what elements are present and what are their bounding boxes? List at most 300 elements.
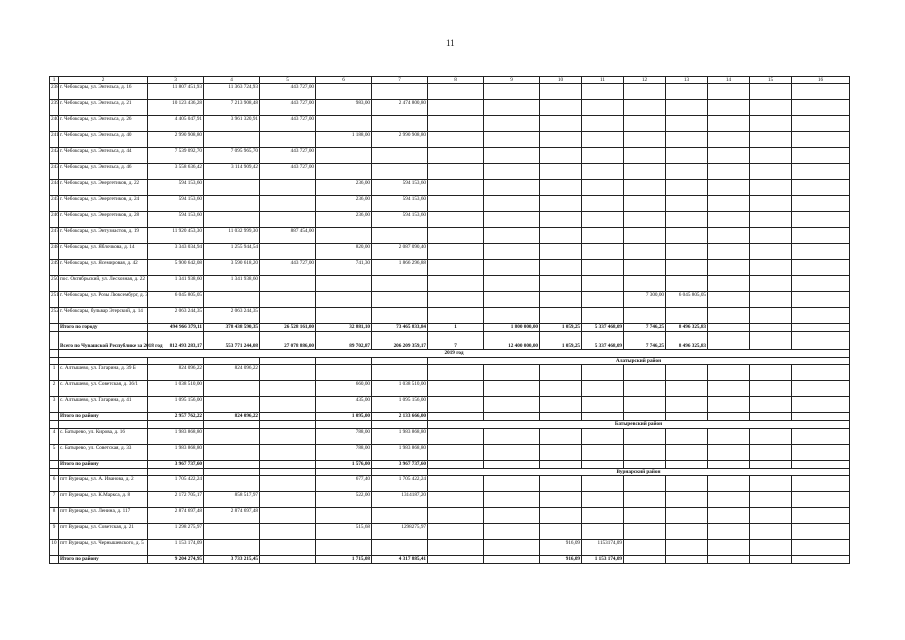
value-cell-14: [708, 556, 750, 564]
value-cell-6: [316, 292, 372, 308]
value-cell-11: [582, 508, 624, 524]
value-cell-14: [708, 365, 750, 381]
value-cell-9: [484, 397, 540, 413]
value-cell-9: [484, 132, 540, 148]
value-cell-10: [540, 244, 582, 260]
table-cell: [372, 421, 428, 428]
value-cell-4: 378 438 590,35: [204, 324, 260, 332]
value-cell-10: [540, 413, 582, 421]
value-cell-5: [260, 413, 316, 421]
total-cost-cell: 7 539 092,70: [148, 148, 204, 164]
value-cell-4: 7 213 908,48: [204, 100, 260, 116]
total-cost-cell: 494 966 379,11: [148, 324, 204, 332]
value-cell-4: 3 733 215,45: [204, 556, 260, 564]
total-cost-cell: 1 341 938,60: [148, 276, 204, 292]
value-cell-15: [750, 308, 792, 324]
value-cell-4: [204, 476, 260, 492]
value-cell-12: [624, 397, 666, 413]
value-cell-12: 7 746,25: [624, 324, 666, 332]
address-cell: пгт Вурнары, ул. Советская, д. 21: [59, 524, 148, 540]
value-cell-16: [792, 413, 850, 421]
value-cell-16: [792, 444, 850, 460]
value-cell-6: 660,00: [316, 381, 372, 397]
value-cell-4: [204, 524, 260, 540]
value-cell-8: [428, 308, 484, 324]
value-cell-12: [624, 492, 666, 508]
total-cost-cell: 3 343 034,94: [148, 244, 204, 260]
row-number-cell: [50, 460, 59, 468]
value-cell-10: [540, 84, 582, 100]
value-cell-11: [582, 524, 624, 540]
value-cell-6: 741,30: [316, 260, 372, 276]
value-cell-12: [624, 84, 666, 100]
value-cell-4: 2 063 244,35: [204, 308, 260, 324]
total-cost-cell: 824 096,22: [148, 365, 204, 381]
table-row: [50, 508, 850, 524]
value-cell-12: [624, 148, 666, 164]
row-number-cell: 245: [50, 196, 59, 212]
value-cell-15: [750, 324, 792, 332]
column-header: 9: [484, 77, 540, 84]
republic-total-row: [50, 332, 850, 350]
value-cell-10: [540, 180, 582, 196]
table-cell: [204, 468, 260, 475]
table-cell: [148, 468, 204, 475]
value-cell-7: [372, 164, 428, 180]
total-cost-cell: 1 153 174,09: [148, 540, 204, 556]
table-row: [50, 476, 850, 492]
value-cell-10: [540, 460, 582, 468]
value-cell-7: [372, 540, 428, 556]
value-cell-10: [540, 476, 582, 492]
value-cell-7: [372, 308, 428, 324]
value-cell-6: [316, 84, 372, 100]
value-cell-16: [792, 180, 850, 196]
value-cell-15: [750, 332, 792, 350]
value-cell-8: [428, 276, 484, 292]
value-cell-9: [484, 228, 540, 244]
value-cell-14: [708, 292, 750, 308]
value-cell-13: [666, 428, 708, 444]
value-cell-13: [666, 444, 708, 460]
value-cell-4: 3 590 618,20: [204, 260, 260, 276]
value-cell-4: [204, 460, 260, 468]
value-cell-14: [708, 308, 750, 324]
value-cell-8: [428, 428, 484, 444]
value-cell-14: [708, 540, 750, 556]
value-cell-5: [260, 540, 316, 556]
value-cell-5: 443 727,00: [260, 148, 316, 164]
value-cell-5: [260, 524, 316, 540]
row-number-cell: 246: [50, 212, 59, 228]
address-cell: г. Чебоксары, ул. Энгельса, д. 26: [59, 116, 148, 132]
value-cell-7: [372, 116, 428, 132]
value-cell-13: [666, 260, 708, 276]
value-cell-7: 206 209 359,17: [372, 332, 428, 350]
total-label: Итого по району: [59, 556, 148, 564]
address-cell: г. Чебоксары, ул. Розы Люксембург, д. 3: [59, 292, 148, 308]
value-cell-12: [624, 540, 666, 556]
value-cell-7: 594 153,60: [372, 212, 428, 228]
value-cell-14: [708, 212, 750, 228]
value-cell-10: [540, 524, 582, 540]
table-row: [50, 116, 850, 132]
value-cell-16: [792, 292, 850, 308]
value-cell-6: [316, 116, 372, 132]
value-cell-12: [624, 132, 666, 148]
value-cell-13: [666, 381, 708, 397]
row-number-cell: 1: [50, 365, 59, 381]
total-label: Итого по городу: [59, 324, 148, 332]
row-number-cell: 7: [50, 492, 59, 508]
value-cell-4: [204, 444, 260, 460]
value-cell-6: 236,00: [316, 180, 372, 196]
page-number: 11: [446, 38, 455, 48]
table-cell: [204, 357, 260, 364]
row-number-cell: 250: [50, 276, 59, 292]
value-cell-13: 8 496 325,83: [666, 324, 708, 332]
value-cell-16: [792, 460, 850, 468]
value-cell-14: [708, 260, 750, 276]
value-cell-10: [540, 397, 582, 413]
value-cell-5: 26 528 161,00: [260, 324, 316, 332]
row-number-cell: 243: [50, 164, 59, 180]
value-cell-12: [624, 244, 666, 260]
row-number-cell: 248: [50, 244, 59, 260]
value-cell-9: [484, 492, 540, 508]
row-number-cell: 242: [50, 148, 59, 164]
value-cell-13: [666, 116, 708, 132]
address-cell: г. Чебоксары, ул. Энгельса, д. 44: [59, 148, 148, 164]
total-cost-cell: 1 983 868,80: [148, 428, 204, 444]
value-cell-14: [708, 228, 750, 244]
value-cell-14: [708, 397, 750, 413]
value-cell-6: 1 095,00: [316, 413, 372, 421]
value-cell-16: [792, 540, 850, 556]
value-cell-9: [484, 84, 540, 100]
value-cell-13: [666, 508, 708, 524]
value-cell-8: [428, 397, 484, 413]
row-number-cell: [50, 421, 59, 428]
value-cell-11: [582, 308, 624, 324]
total-label: Всего по Чувашской Республике за 2018 год: [59, 332, 148, 350]
value-cell-4: 1 255 944,54: [204, 244, 260, 260]
value-cell-12: 7 300,00: [624, 292, 666, 308]
value-cell-12: [624, 196, 666, 212]
table-row: [50, 148, 850, 164]
address-cell: с. Алтышево, ул. Гагарина, д. 41: [59, 397, 148, 413]
value-cell-10: [540, 508, 582, 524]
value-cell-4: [204, 397, 260, 413]
table-cell: [148, 357, 204, 364]
address-cell: пос. Октябрьский, ул. Лесхозная, д. 22: [59, 276, 148, 292]
row-number-cell: 244: [50, 180, 59, 196]
row-number-cell: 2: [50, 381, 59, 397]
total-cost-cell: 6 045 805,05: [148, 292, 204, 308]
table-row: [50, 492, 850, 508]
table-cell: [260, 357, 316, 364]
city-total-row: [50, 324, 850, 332]
value-cell-7: 2 087 090,40: [372, 244, 428, 260]
column-header: 6: [316, 77, 372, 84]
value-cell-12: [624, 212, 666, 228]
table-cell: [59, 468, 148, 475]
value-cell-7: 3 967 737,60: [372, 460, 428, 468]
value-cell-7: 1 983 868,80: [372, 428, 428, 444]
value-cell-9: [484, 292, 540, 308]
value-cell-12: [624, 476, 666, 492]
value-cell-8: [428, 116, 484, 132]
value-cell-8: [428, 365, 484, 381]
total-label: Итого по району: [59, 413, 148, 421]
value-cell-8: [428, 244, 484, 260]
total-cost-cell: 1 705 422,24: [148, 476, 204, 492]
value-cell-8: [428, 292, 484, 308]
value-cell-8: [428, 381, 484, 397]
value-cell-4: [204, 428, 260, 444]
value-cell-5: [260, 381, 316, 397]
value-cell-7: 2 474 800,80: [372, 100, 428, 116]
value-cell-14: [708, 116, 750, 132]
value-cell-8: [428, 164, 484, 180]
value-cell-6: 788,00: [316, 428, 372, 444]
address-cell: г. Чебоксары, ул. Энгельса, д. 21: [59, 100, 148, 116]
table-cell: [316, 468, 372, 475]
value-cell-12: [624, 428, 666, 444]
value-cell-13: [666, 556, 708, 564]
value-cell-12: [624, 524, 666, 540]
value-cell-8: [428, 196, 484, 212]
table-row: [50, 381, 850, 397]
value-cell-5: [260, 244, 316, 260]
value-cell-10: [540, 260, 582, 276]
value-cell-15: [750, 413, 792, 421]
total-cost-cell: 2 990 908,80: [148, 132, 204, 148]
value-cell-11: [582, 413, 624, 421]
value-cell-7: 1 866 296,88: [372, 260, 428, 276]
value-cell-12: [624, 556, 666, 564]
value-cell-4: [204, 212, 260, 228]
value-cell-13: [666, 276, 708, 292]
value-cell-14: [708, 196, 750, 212]
value-cell-14: [708, 460, 750, 468]
value-cell-14: [708, 492, 750, 508]
value-cell-4: 3 961 320,91: [204, 116, 260, 132]
value-cell-7: 1298275,97: [372, 524, 428, 540]
value-cell-12: [624, 116, 666, 132]
district-name: Вурнарский район: [428, 468, 850, 475]
address-cell: пгт Вурнары, ул. Ленина, д. 117: [59, 508, 148, 524]
table-row: [50, 196, 850, 212]
table-row: [50, 292, 850, 308]
address-cell: с. Алтышево, ул. Советская, д. 36/1: [59, 381, 148, 397]
value-cell-14: [708, 244, 750, 260]
value-cell-12: [624, 444, 666, 460]
row-number-cell: 239: [50, 100, 59, 116]
row-number-cell: 249: [50, 260, 59, 276]
row-number-cell: 8: [50, 508, 59, 524]
total-cost-cell: 3 967 737,60: [148, 460, 204, 468]
value-cell-14: [708, 164, 750, 180]
table-cell: [59, 421, 148, 428]
total-cost-cell: 5 900 642,08: [148, 260, 204, 276]
value-cell-10: [540, 164, 582, 180]
value-cell-16: [792, 276, 850, 292]
column-header: 15: [750, 77, 792, 84]
value-cell-9: [484, 196, 540, 212]
value-cell-14: [708, 524, 750, 540]
value-cell-16: [792, 524, 850, 540]
table-cell: [316, 357, 372, 364]
value-cell-15: [750, 292, 792, 308]
table-row: [50, 444, 850, 460]
value-cell-7: 2 990 908,80: [372, 132, 428, 148]
value-cell-12: [624, 100, 666, 116]
total-cost-cell: 9 204 274,95: [148, 556, 204, 564]
value-cell-15: [750, 460, 792, 468]
value-cell-16: [792, 212, 850, 228]
value-cell-16: [792, 132, 850, 148]
table-row: [50, 308, 850, 324]
value-cell-6: 983,00: [316, 100, 372, 116]
value-cell-12: [624, 508, 666, 524]
value-cell-16: [792, 244, 850, 260]
value-cell-16: [792, 260, 850, 276]
value-cell-6: 89 702,87: [316, 332, 372, 350]
value-cell-8: [428, 100, 484, 116]
column-header: 1: [50, 77, 59, 84]
address-cell: г. Чебоксары, ул. Энгельса, д. 46: [59, 164, 148, 180]
value-cell-5: [260, 444, 316, 460]
value-cell-11: [582, 100, 624, 116]
address-cell: г. Чебоксары, ул. Энтузиастов, д. 19: [59, 228, 148, 244]
table-row: [50, 164, 850, 180]
value-cell-11: [582, 244, 624, 260]
value-cell-13: [666, 540, 708, 556]
value-cell-6: 677,40: [316, 476, 372, 492]
value-cell-4: 1 341 938,60: [204, 276, 260, 292]
value-cell-9: [484, 524, 540, 540]
value-cell-7: 1 983 868,80: [372, 444, 428, 460]
total-cost-cell: 594 153,60: [148, 180, 204, 196]
value-cell-13: [666, 460, 708, 468]
value-cell-10: 916,09: [540, 556, 582, 564]
value-cell-7: 1314187,20: [372, 492, 428, 508]
value-cell-14: [708, 381, 750, 397]
value-cell-14: [708, 508, 750, 524]
value-cell-5: 887 454,00: [260, 228, 316, 244]
value-cell-6: 236,00: [316, 212, 372, 228]
column-header: 4: [204, 77, 260, 84]
value-cell-15: [750, 556, 792, 564]
row-number-cell: [50, 556, 59, 564]
value-cell-14: [708, 413, 750, 421]
value-cell-16: [792, 100, 850, 116]
value-cell-9: [484, 164, 540, 180]
table-row: [50, 524, 850, 540]
value-cell-16: [792, 116, 850, 132]
value-cell-14: [708, 84, 750, 100]
value-cell-14: [708, 276, 750, 292]
value-cell-4: [204, 180, 260, 196]
value-cell-6: [316, 365, 372, 381]
value-cell-10: [540, 428, 582, 444]
total-cost-cell: 1 983 868,80: [148, 444, 204, 460]
value-cell-6: [316, 276, 372, 292]
total-label: Итого по району: [59, 460, 148, 468]
value-cell-8: [428, 524, 484, 540]
value-cell-6: 1 715,08: [316, 556, 372, 564]
value-cell-10: 1 059,25: [540, 324, 582, 332]
value-cell-8: [428, 132, 484, 148]
row-number-cell: 4: [50, 428, 59, 444]
column-header: 16: [792, 77, 850, 84]
value-cell-14: [708, 180, 750, 196]
total-cost-cell: 4 405 047,91: [148, 116, 204, 132]
address-cell: с. Батырево, ул. Советская, д. 33: [59, 444, 148, 460]
address-cell: пгт Вурнары, ул. К.Маркса, д. 8: [59, 492, 148, 508]
value-cell-16: [792, 476, 850, 492]
row-number-cell: [50, 350, 59, 357]
value-cell-5: 443 727,00: [260, 100, 316, 116]
address-cell: пгт Вурнары, ул. А. Иванова, д. 2: [59, 476, 148, 492]
address-cell: г. Чебоксары, ул. Энгельса, д. 40: [59, 132, 148, 148]
total-cost-cell: 3 558 636,42: [148, 164, 204, 180]
total-cost-cell: 2 172 705,17: [148, 492, 204, 508]
value-cell-16: [792, 397, 850, 413]
value-cell-14: [708, 428, 750, 444]
table-cell: [372, 468, 428, 475]
value-cell-11: 5 337 468,09: [582, 332, 624, 350]
value-cell-5: [260, 132, 316, 148]
value-cell-13: 8 496 325,83: [666, 332, 708, 350]
value-cell-10: [540, 492, 582, 508]
total-cost-cell: 1 298 275,97: [148, 524, 204, 540]
value-cell-11: [582, 476, 624, 492]
column-header: 2: [59, 77, 148, 84]
row-number-cell: 5: [50, 444, 59, 460]
value-cell-15: [750, 212, 792, 228]
value-cell-9: [484, 260, 540, 276]
value-cell-5: [260, 428, 316, 444]
value-cell-11: [582, 292, 624, 308]
value-cell-9: [484, 476, 540, 492]
value-cell-14: [708, 132, 750, 148]
value-cell-14: [708, 332, 750, 350]
value-cell-15: [750, 365, 792, 381]
value-cell-11: [582, 212, 624, 228]
table-cell: [260, 421, 316, 428]
value-cell-16: [792, 365, 850, 381]
value-cell-7: [372, 84, 428, 100]
value-cell-8: [428, 460, 484, 468]
value-cell-15: [750, 540, 792, 556]
value-cell-4: [204, 292, 260, 308]
value-cell-15: [750, 116, 792, 132]
value-cell-15: [750, 508, 792, 524]
value-cell-6: [316, 228, 372, 244]
total-cost-cell: 1 038 510,00: [148, 381, 204, 397]
value-cell-4: 824 096,22: [204, 365, 260, 381]
value-cell-11: 1 153 174,09: [582, 556, 624, 564]
value-cell-13: [666, 308, 708, 324]
value-cell-7: [372, 292, 428, 308]
value-cell-12: [624, 180, 666, 196]
table-cell: [204, 421, 260, 428]
total-cost-cell: 594 153,60: [148, 212, 204, 228]
value-cell-15: [750, 132, 792, 148]
value-cell-8: [428, 228, 484, 244]
